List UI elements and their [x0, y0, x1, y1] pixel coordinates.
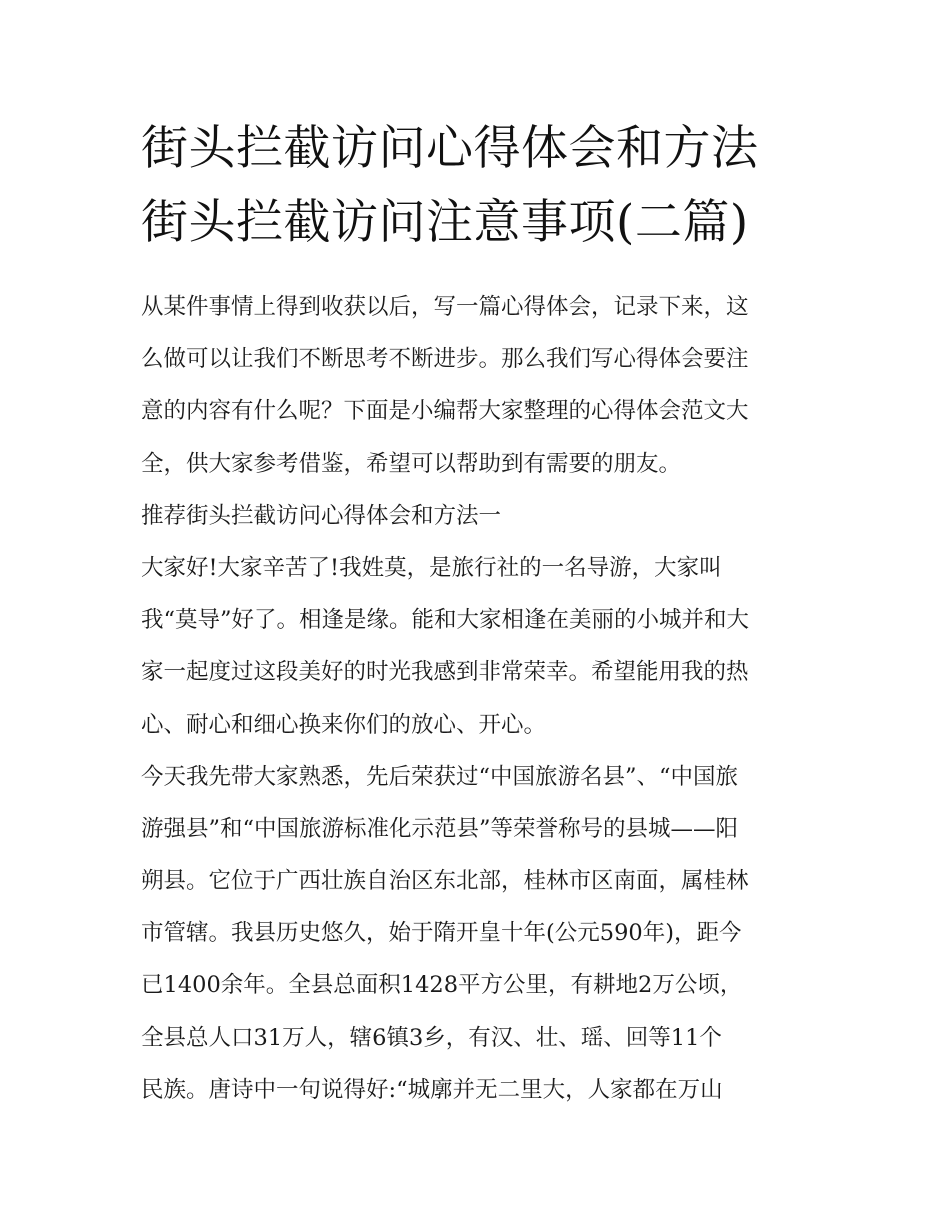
text-line: 已1400余年。全县总面积1428平方公里，有耕地2万公顷，	[141, 972, 743, 999]
text-line: 今天我先带大家熟悉，先后荣获过“中国旅游名县”、“中国旅	[141, 763, 739, 790]
text-line: 朔县。它位于广西壮族自治区东北部，桂林市区南面，属桂林	[141, 868, 749, 895]
text-line: 么做可以让我们不断思考不断进步。那么我们写心得体会要注	[141, 346, 749, 373]
text-line: 我“莫导”好了。相逢是缘。能和大家相逢在美丽的小城并和大	[141, 607, 750, 634]
title-line: 街头拦截访问注意事项(二篇)	[141, 195, 749, 250]
text-line: 意的内容有什么呢？下面是小编帮大家整理的心得体会范文大	[141, 398, 749, 425]
text-line: 大家好!大家辛苦了!我姓莫，是旅行社的一名导游，大家叫	[141, 554, 722, 581]
text-line: 全，供大家参考借鉴，希望可以帮助到有需要的朋友。	[141, 450, 682, 477]
text-line: 民族。唐诗中一句说得好:“城廓并无二里大，人家都在万山	[141, 1076, 723, 1103]
section-heading: 推荐街头拦截访问心得体会和方法一	[141, 502, 502, 529]
document-title	[141, 112, 816, 260]
text-line: 家一起度过这段美好的时光我感到非常荣幸。希望能用我的热	[141, 659, 749, 686]
document-content	[141, 112, 816, 1116]
document-body	[141, 281, 816, 1116]
text-line: 全县总人口31万人，辖6镇3乡，有汉、壮、瑶、回等11个	[141, 1024, 722, 1051]
text-line: 从某件事情上得到收获以后，写一篇心得体会，记录下来，这	[141, 294, 749, 320]
text-line: 游强县”和“中国旅游标准化示范县”等荣誉称号的县城——阳	[141, 815, 739, 842]
title-line: 街头拦截访问心得体会和方法	[141, 121, 759, 176]
text-line: 市管辖。我县历史悠久，始于隋开皇十年(公元590年)，距今	[141, 920, 742, 947]
text-line: 心、耐心和细心换来你们的放心、开心。	[141, 711, 547, 738]
